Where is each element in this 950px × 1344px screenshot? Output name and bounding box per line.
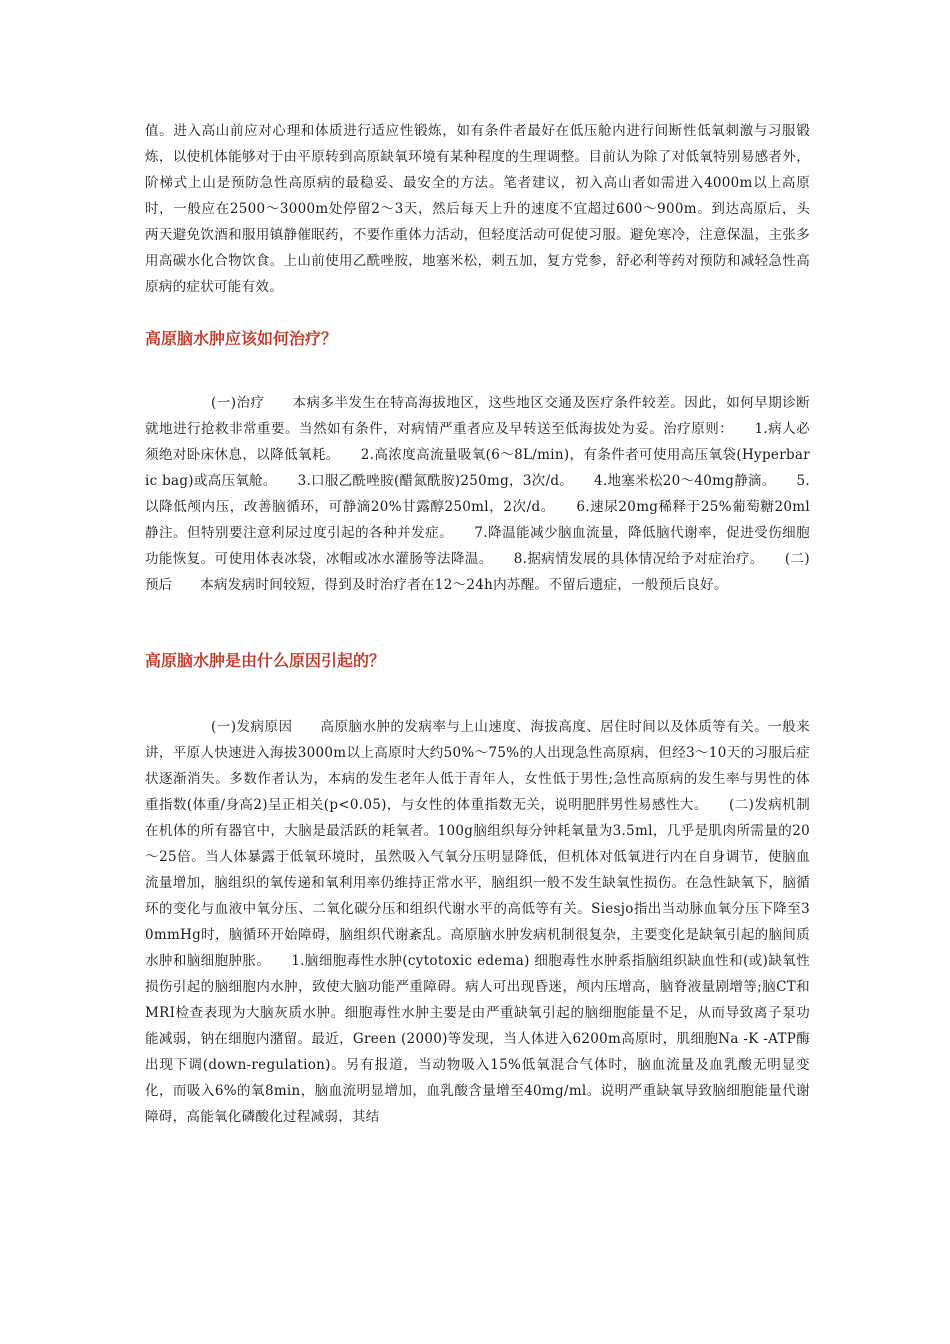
section-paragraph-treatment: (一)治疗 本病多半发生在特高海拔地区，这些地区交通及医疗条件较差。因此，如何早期诊断就地进行抢救非常重要。当然如有条件，对病情严重者应及早转送至低海拔处为妥。治疗原则： 1.病人必须绝对卧床休息，以降低氧耗。 2.高浓度高流量吸氧(6～8L/min)，有条件者可使用高压氧袋(Hyperbaric bag)或高压氧舱。 3.口服乙酰唑胺(醋氮酰胺)250mg，3次/d。 4.地塞米松20～40mg静滴。 5.以降低颅内压，改善脑循环，可静滴20%甘露醇250ml，2次/d。 6.速尿20mg稀释于25%葡萄糖20ml静注。但特别要注意利尿过度引起的各种并发症。 7.降温能减少脑血流量，降低脑代谢率，促进受伤细胞功能恢复。可使用体表冰袋，冰帽或冰水灌肠等法降温。 8.据病情发展的具体情况给予对症治疗。 (二)预后 本病发病时间较短，得到及时治疗者在12～24h内苏醒。不留后遗症，一般预后良好。 [145,395,810,593]
section-heading-treatment: 高原脑水肿应该如何治疗？ [145,329,338,348]
intro-paragraph: 值。进入高山前应对心理和体质进行适应性锻炼，如有条件者最好在低压舱内进行间断性低氧刺激与习服锻炼，以使机体能够对于由平原转到高原缺氧环境有某种程度的生理调整。目前认为除了对低氧特别易感者外，阶梯式上山是预防急性高原病的最稳妥、最安全的方法。笔者建议，初入高山者如需进入4000m以上高原时，一般应在2500～3000m处停留2～3天，然后每天上升的速度不宜超过600～900m。到达高原后，头两天避免饮酒和服用镇静催眠药，不要作重体力活动，但轻度活动可促使习服。避免寒冷，注意保温，主张多用高碳水化合物饮食。上山前使用乙酰唑胺，地塞米松，刺五加，复方党参，舒必利等药对预防和减轻急性高原病的症状可能有效。 [145,123,810,295]
section-heading-cause: 高原脑水肿是由什么原因引起的？ [145,651,386,670]
section-paragraph-cause: (一)发病原因 高原脑水肿的发病率与上山速度、海拔高度、居住时间以及体质等有关。一般来讲，平原人快速进入海拔3000m以上高原时大约50%～75%的人出现急性高原病，但经3～10天的习服后症状逐渐消失。多数作者认为，本病的发生老年人低于青年人，女性低于男性;急性高原病的发生率与男性的体重指数(体重/身高2)呈正相关(p<0.05)，与女性的体重指数无关，说明肥胖男性易感性大。 (二)发病机制 在机体的所有器官中，大脑是最活跃的耗氧者。100g脑组织每分钟耗氧量为3.5ml，几乎是肌肉所需量的20～25倍。当人体暴露于低氧环境时，虽然吸入气氧分压明显降低，但机体对低氧进行内在自身调节，使脑血流量增加，脑组织的氧传递和氧利用率仍维持正常水平，脑组织一般不发生缺氧性损伤。在急性缺氧下，脑循环的变化与血液中氧分压、二氧化碳分压和组织代谢水平的高低等有关。Siesjo指出当动脉血氧分压下降至30mmHg时，脑循环开始障碍，脑组织代谢紊乱。高原脑水肿发病机制很复杂，主要变化是缺氧引起的脑间质水肿和脑细胞肿胀。 1.脑细胞毒性水肿(cytotoxic edema) 细胞毒性水肿系指脑组织缺血性和(或)缺氧性损伤引起的脑细胞内水肿，致使大脑功能严重障碍。病人可出现昏迷，颅内压增高，脑脊液量剧增等;脑CT和MRI检查表现为大脑灰质水肿。细胞毒性水肿主要是由严重缺氧引起的脑细胞能量不足，从而导致离子泵功能减弱，钠在细胞内潴留。最近，Green (2000)等发现，当人体进入6200m高原时，肌细胞Na -K -ATP酶出现下调(down-regulation)。另有报道，当动物吸入15%低氧混合气体时，脑血流量及血乳酸无明显变化，而吸入6%的氧8min，脑血流明显增加，血乳酸含量增至40mg/ml。说明严重缺氧导致脑细胞能量代谢障碍，高能氧化磷酸化过程减弱，其结 [145,719,838,1125]
document-page [145,118,838,1130]
